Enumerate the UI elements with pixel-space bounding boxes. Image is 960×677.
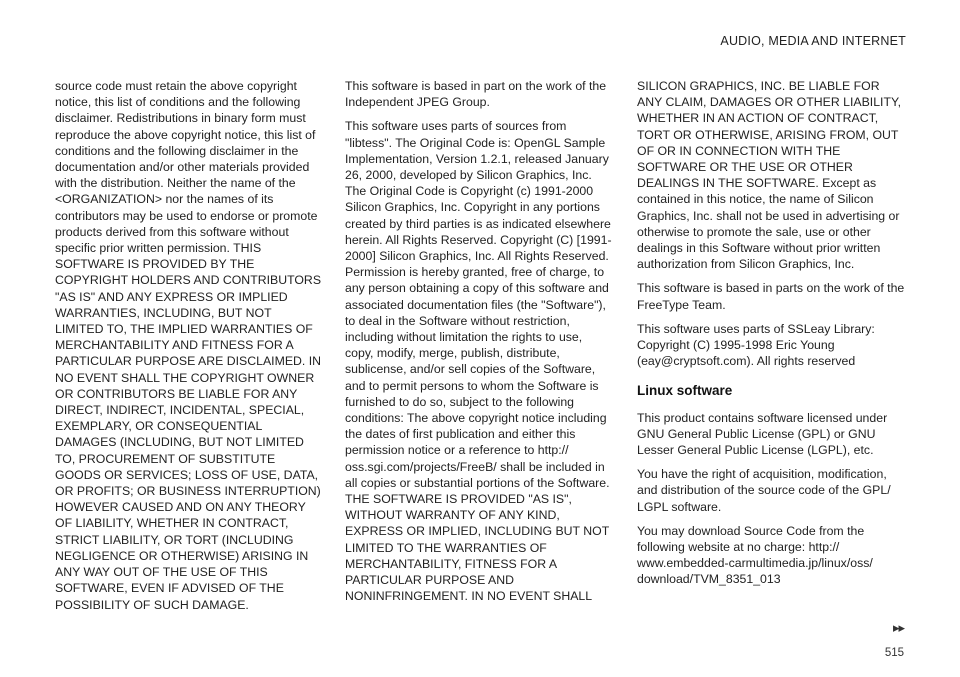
libtess-license-paragraph: This software uses parts of sources from "libtess". The Original Code is: OpenGL Sample Implementation, Version 1.2.1, released January 26, 2000, developed by Silicon Graphics, Inc. The Original Code is Copyright (c) 1991-2000 Silicon Graphics, Inc. Copyright in any portions created by third parties is as indicated elsewhere herein. All Rights Reserved. Copyright (C) [1991-2000] Silicon Graphics, Inc. All Rights Reserved. Permission is hereby granted, free of charge, to any person obtaining a copy of this software and associated documentation files (the "Software"), to deal in the Software without restriction, including without limitation the rights to use, copy, modify, merge, publish, distribute, sublicense, and/or sell copies of the Software, and to permit persons to whom the Software is furnished to do so, subject to the following conditions: The above copyright notice including the dates of first publication and either this permission notice or a reference to http:// oss.sgi.com/projects/FreeB/ shall be included in all copies or substantial portions of the Software. THE SOFTWARE IS PROVIDED "AS IS", WITHOUT WARRANTY OF ANY KIND, EXPRESS OR IMPLIED, INCLUDING BUT NOT LIMITED TO THE WARRANTIES OF MERCHANTABILITY, FITNESS FOR A PARTICULAR PURPOSE AND NONINFRINGEMENT. IN NO EVENT SHALL — [345, 119, 612, 604]
source-download-paragraph: You may download Source Code from the following website at no charge: http:// www.embedded-carmultimedia.jp/linux/oss/ download/TVM_8351_013 — [637, 523, 873, 587]
text-column-3 — [637, 78, 905, 596]
text-column-1 — [55, 78, 323, 621]
section-title: AUDIO, MEDIA AND INTERNET — [720, 34, 906, 48]
text-column-2 — [345, 78, 613, 613]
double-chevron-right-icon: ▸▸ — [892, 620, 904, 635]
gpl-notice-paragraph: This product contains software licensed under GNU General Public License (GPL) or GNU Lesser General Public License (LGPL), etc. — [637, 410, 888, 458]
license-paragraph: source code must retain the above copyright notice, this list of conditions and the following disclaimer. Redistributions in binary form must reproduce the above copyright notice, this list of conditions and the following disclaimer in the documentation and/or other materials provided with the distribution. Neither the name of the <ORGANIZATION> nor the names of its contributors may be used to endorse or promote products derived from this software without specific prior written permission. THIS SOFTWARE IS PROVIDED BY THE COPYRIGHT HOLDERS AND CONTRIBUTORS "AS IS" AND ANY EXPRESS OR IMPLIED WARRANTIES, INCLUDING, BUT NOT LIMITED TO, THE IMPLIED WARRANTIES OF MERCHANTABILITY AND FITNESS FOR A PARTICULAR PURPOSE ARE DISCLAIMED. IN NO EVENT SHALL THE COPYRIGHT OWNER OR CONTRIBUTORS BE LIABLE FOR ANY DIRECT, INDIRECT, INCIDENTAL, SPECIAL, EXEMPLARY, OR CONSEQUENTIAL DAMAGES (INCLUDING, BUT NOT LIMITED TO, PROCUREMENT OF SUBSTITUTE GOODS OR SERVICES; LOSS OF USE, DATA, OR PROFITS; OR BUSINESS INTERRUPTION) HOWEVER CAUSED AND ON ANY THEORY OF LIABILITY, WHETHER IN CONTRACT, STRICT LIABILITY, OR TORT (INCLUDING NEGLIGENCE OR OTHERWISE) ARISING IN ANY WAY OUT OF THE USE OF THIS SOFTWARE, EVEN IF ADVISED OF THE POSSIBILITY OF SUCH DAMAGE. — [55, 79, 322, 612]
linux-software-heading: Linux software — [637, 383, 733, 399]
freetype-notice-paragraph: This software is based in parts on the work of the FreeType Team. — [637, 281, 905, 312]
jpeg-notice-paragraph: This software is based in part on the work of the Independent JPEG Group. — [345, 79, 607, 110]
sgi-license-paragraph: SILICON GRAPHICS, INC. BE LIABLE FOR ANY CLAIM, DAMAGES OR OTHER LIABILITY, WHETHER IN AN ACTION OF CONTRACT, TORT OR OTHERWISE, ARISING FROM, OUT OF OR IN CONNECTION WITH THE SOFTWARE OR THE USE OR OTHER DEALINGS IN THE SOFTWARE. Except as contained in this notice, the name of Silicon Graphics, Inc. shall not be used in advertising or otherwise to promote the sale, use or other dealings in this Software without prior written authorization from Silicon Graphics, Inc. — [637, 79, 901, 272]
page-number: 515 — [884, 647, 904, 659]
gpl-rights-paragraph: You have the right of acquisition, modification, and distribution of the source code of the GPL/ LGPL software. — [637, 467, 891, 514]
ssleay-notice-paragraph: This software uses parts of SSLeay Library: Copyright (C) 1995-1998 Eric Young (eay@cryptsoft.com). All rights reserved — [637, 321, 875, 369]
